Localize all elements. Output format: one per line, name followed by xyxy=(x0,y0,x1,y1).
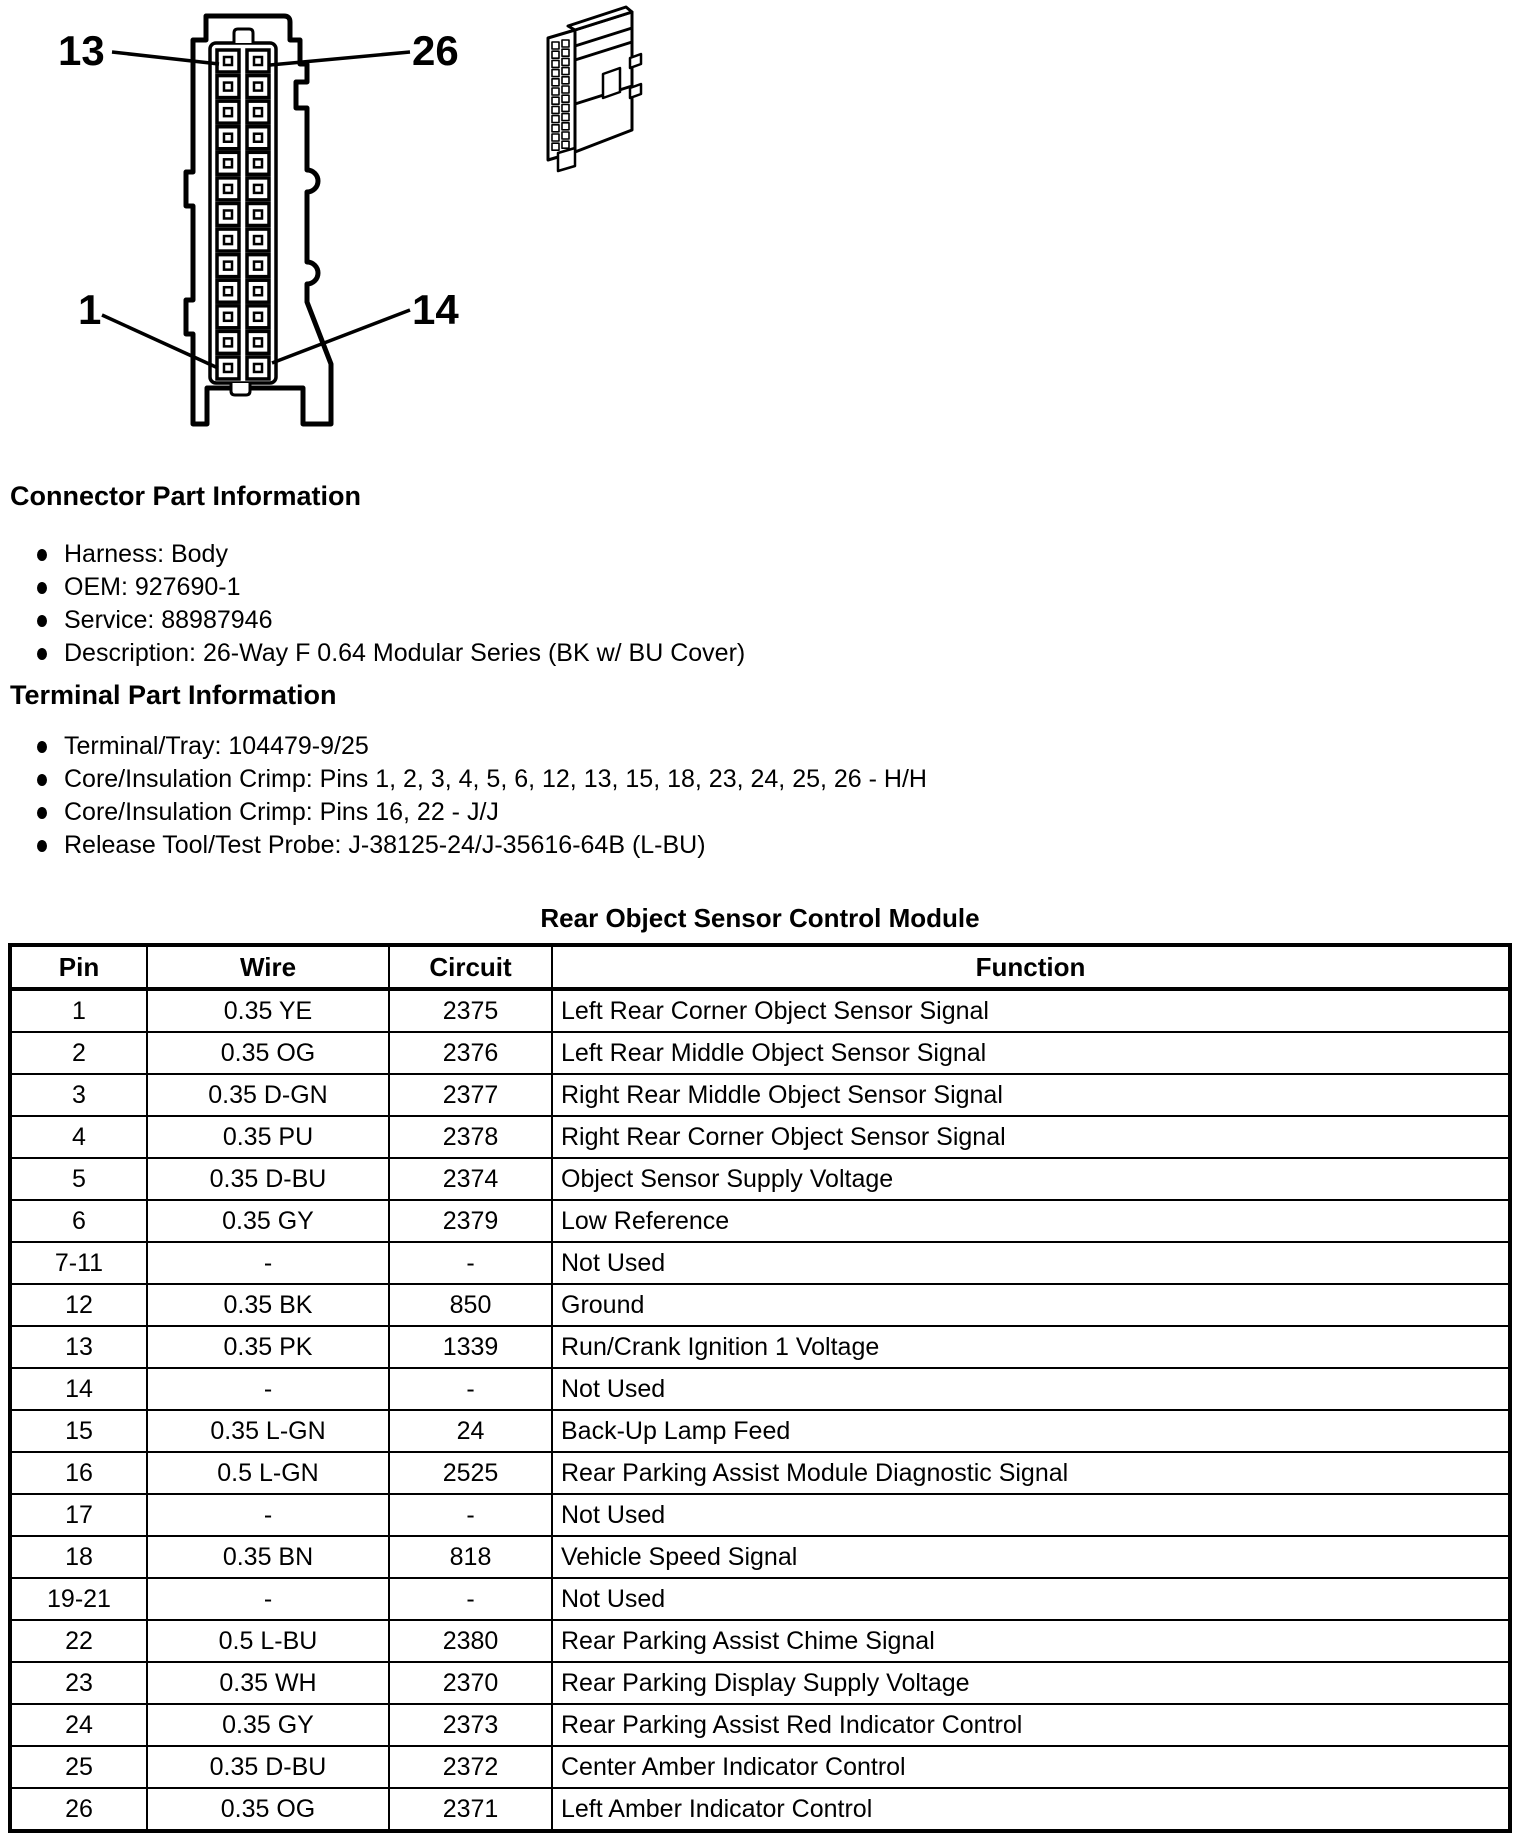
table-cell: Right Rear Corner Object Sensor Signal xyxy=(552,1116,1510,1158)
bullet-item: Core/Insulation Crimp: Pins 1, 2, 3, 4, 5, 6, 12, 13, 15, 18, 23, 24, 25, 26 - H/H xyxy=(10,763,927,796)
pinout-table xyxy=(8,943,1512,1833)
table-cell: 0.35 BN xyxy=(147,1536,389,1578)
terminal-info-list xyxy=(10,730,927,862)
table-cell: 3 xyxy=(10,1074,147,1116)
bullet-item: OEM: 927690-1 xyxy=(10,571,745,604)
table-cell: - xyxy=(147,1494,389,1536)
header-circuit: Circuit xyxy=(389,945,552,989)
table-cell: - xyxy=(147,1368,389,1410)
table-cell: 16 xyxy=(10,1452,147,1494)
table-cell: 0.35 D-BU xyxy=(147,1158,389,1200)
table-cell: 18 xyxy=(10,1536,147,1578)
bullet-item: Service: 88987946 xyxy=(10,604,745,637)
table-cell: 818 xyxy=(389,1536,552,1578)
table-cell: 2525 xyxy=(389,1452,552,1494)
table-row xyxy=(10,1620,1510,1662)
table-cell: 0.35 BK xyxy=(147,1284,389,1326)
terminal-info-heading: Terminal Part Information xyxy=(10,680,337,710)
table-cell: Left Amber Indicator Control xyxy=(552,1788,1510,1831)
table-cell: 2377 xyxy=(389,1074,552,1116)
top-tab xyxy=(234,29,253,43)
table-cell: 24 xyxy=(389,1410,552,1452)
table-cell: 2373 xyxy=(389,1704,552,1746)
table-row xyxy=(10,1578,1510,1620)
table-row xyxy=(10,1200,1510,1242)
table-row xyxy=(10,1116,1510,1158)
table-cell: 0.35 GY xyxy=(147,1200,389,1242)
table-cell: 0.35 OG xyxy=(147,1788,389,1831)
table-cell: Low Reference xyxy=(552,1200,1510,1242)
table-cell: 14 xyxy=(10,1368,147,1410)
table-row xyxy=(10,1242,1510,1284)
3d-clip xyxy=(630,54,641,68)
table-cell: 2374 xyxy=(389,1158,552,1200)
table-row xyxy=(10,1536,1510,1578)
table-cell: 0.35 WH xyxy=(147,1662,389,1704)
table-row xyxy=(10,1662,1510,1704)
table-cell: - xyxy=(389,1368,552,1410)
connector-info-heading: Connector Part Information xyxy=(10,481,362,511)
table-cell: 15 xyxy=(10,1410,147,1452)
table-cell: 850 xyxy=(389,1284,552,1326)
table-cell: - xyxy=(389,1494,552,1536)
table-cell: 0.5 L-GN xyxy=(147,1452,389,1494)
table-cell: - xyxy=(147,1242,389,1284)
table-cell: 17 xyxy=(10,1494,147,1536)
table-cell: 2378 xyxy=(389,1116,552,1158)
table-row xyxy=(10,1746,1510,1788)
table-cell: Not Used xyxy=(552,1578,1510,1620)
table-cell: Object Sensor Supply Voltage xyxy=(552,1158,1510,1200)
table-cell: Rear Parking Assist Red Indicator Control xyxy=(552,1704,1510,1746)
table-row xyxy=(10,1032,1510,1074)
header-pin: Pin xyxy=(10,945,147,989)
table-cell: 2 xyxy=(10,1032,147,1074)
table-cell: 24 xyxy=(10,1704,147,1746)
table-cell: 0.35 D-BU xyxy=(147,1746,389,1788)
table-cell: Left Rear Middle Object Sensor Signal xyxy=(552,1032,1510,1074)
table-cell: 0.35 D-GN xyxy=(147,1074,389,1116)
connector-3d-view xyxy=(548,7,641,171)
table-cell: 0.35 YE xyxy=(147,989,389,1032)
bullet-item: Release Tool/Test Probe: J-38125-24/J-35616-64B (L-BU) xyxy=(10,829,927,862)
table-cell: 26 xyxy=(10,1788,147,1831)
table-cell: 0.35 GY xyxy=(147,1704,389,1746)
table-cell: 12 xyxy=(10,1284,147,1326)
header-function: Function xyxy=(552,945,1510,989)
table-cell: 25 xyxy=(10,1746,147,1788)
table-cell: Ground xyxy=(552,1284,1510,1326)
table-cell: Rear Parking Display Supply Voltage xyxy=(552,1662,1510,1704)
table-cell: 4 xyxy=(10,1116,147,1158)
table-cell: 1339 xyxy=(389,1326,552,1368)
table-cell: 7-11 xyxy=(10,1242,147,1284)
table-cell: 23 xyxy=(10,1662,147,1704)
connector-diagram xyxy=(0,0,700,440)
table-row xyxy=(10,1158,1510,1200)
table-row xyxy=(10,1368,1510,1410)
bottom-tab xyxy=(231,383,250,395)
bullet-item: Terminal/Tray: 104479-9/25 xyxy=(10,730,927,763)
table-cell: - xyxy=(147,1578,389,1620)
table-cell: 22 xyxy=(10,1620,147,1662)
table-cell: 6 xyxy=(10,1200,147,1242)
table-cell: 1 xyxy=(10,989,147,1032)
table-cell: 5 xyxy=(10,1158,147,1200)
table-cell: Right Rear Middle Object Sensor Signal xyxy=(552,1074,1510,1116)
table-cell: 2375 xyxy=(389,989,552,1032)
table-cell: 19-21 xyxy=(10,1578,147,1620)
table-row xyxy=(10,1494,1510,1536)
table-cell: Not Used xyxy=(552,1242,1510,1284)
table-cell: 0.35 PK xyxy=(147,1326,389,1368)
table-cell: Run/Crank Ignition 1 Voltage xyxy=(552,1326,1510,1368)
table-row xyxy=(10,1788,1510,1831)
table-cell: Rear Parking Assist Module Diagnostic Signal xyxy=(552,1452,1510,1494)
table-row xyxy=(10,989,1510,1032)
pin-label-26: 26 xyxy=(412,27,459,74)
table-cell: Back-Up Lamp Feed xyxy=(552,1410,1510,1452)
table-row xyxy=(10,1704,1510,1746)
table-cell: 2380 xyxy=(389,1620,552,1662)
table-cell: 0.35 OG xyxy=(147,1032,389,1074)
table-cell: Center Amber Indicator Control xyxy=(552,1746,1510,1788)
table-cell: Not Used xyxy=(552,1368,1510,1410)
table-cell: 2372 xyxy=(389,1746,552,1788)
bullet-item: Harness: Body xyxy=(10,538,745,571)
table-cell: 2371 xyxy=(389,1788,552,1831)
table-cell: - xyxy=(389,1242,552,1284)
table-cell: Rear Parking Assist Chime Signal xyxy=(552,1620,1510,1662)
table-cell: 0.35 L-GN xyxy=(147,1410,389,1452)
table-cell: 13 xyxy=(10,1326,147,1368)
table-cell: 2376 xyxy=(389,1032,552,1074)
table-row xyxy=(10,1074,1510,1116)
table-row xyxy=(10,1452,1510,1494)
pin-label-13: 13 xyxy=(58,27,105,74)
3d-clip xyxy=(630,84,641,98)
table-row xyxy=(10,1284,1510,1326)
table-row xyxy=(10,1326,1510,1368)
table-row xyxy=(10,1410,1510,1452)
table-cell: Left Rear Corner Object Sensor Signal xyxy=(552,989,1510,1032)
table-cell: 0.35 PU xyxy=(147,1116,389,1158)
3d-slot xyxy=(603,68,620,98)
header-wire: Wire xyxy=(147,945,389,989)
table-cell: 2379 xyxy=(389,1200,552,1242)
pin-label-14: 14 xyxy=(412,286,459,333)
table-cell: 2370 xyxy=(389,1662,552,1704)
table-cell: - xyxy=(389,1578,552,1620)
table-cell: Vehicle Speed Signal xyxy=(552,1536,1510,1578)
3d-leg xyxy=(558,148,575,171)
connector-info-list xyxy=(10,538,745,670)
table-cell: 0.5 L-BU xyxy=(147,1620,389,1662)
table-title: Rear Object Sensor Control Module xyxy=(540,903,980,933)
table-cell: Not Used xyxy=(552,1494,1510,1536)
table-header-row xyxy=(10,945,1510,989)
pin-label-1: 1 xyxy=(78,286,102,333)
table-body xyxy=(10,989,1510,1831)
bullet-item: Core/Insulation Crimp: Pins 16, 22 - J/J xyxy=(10,796,927,829)
bullet-item: Description: 26-Way F 0.64 Modular Series (BK w/ BU Cover) xyxy=(10,637,745,670)
